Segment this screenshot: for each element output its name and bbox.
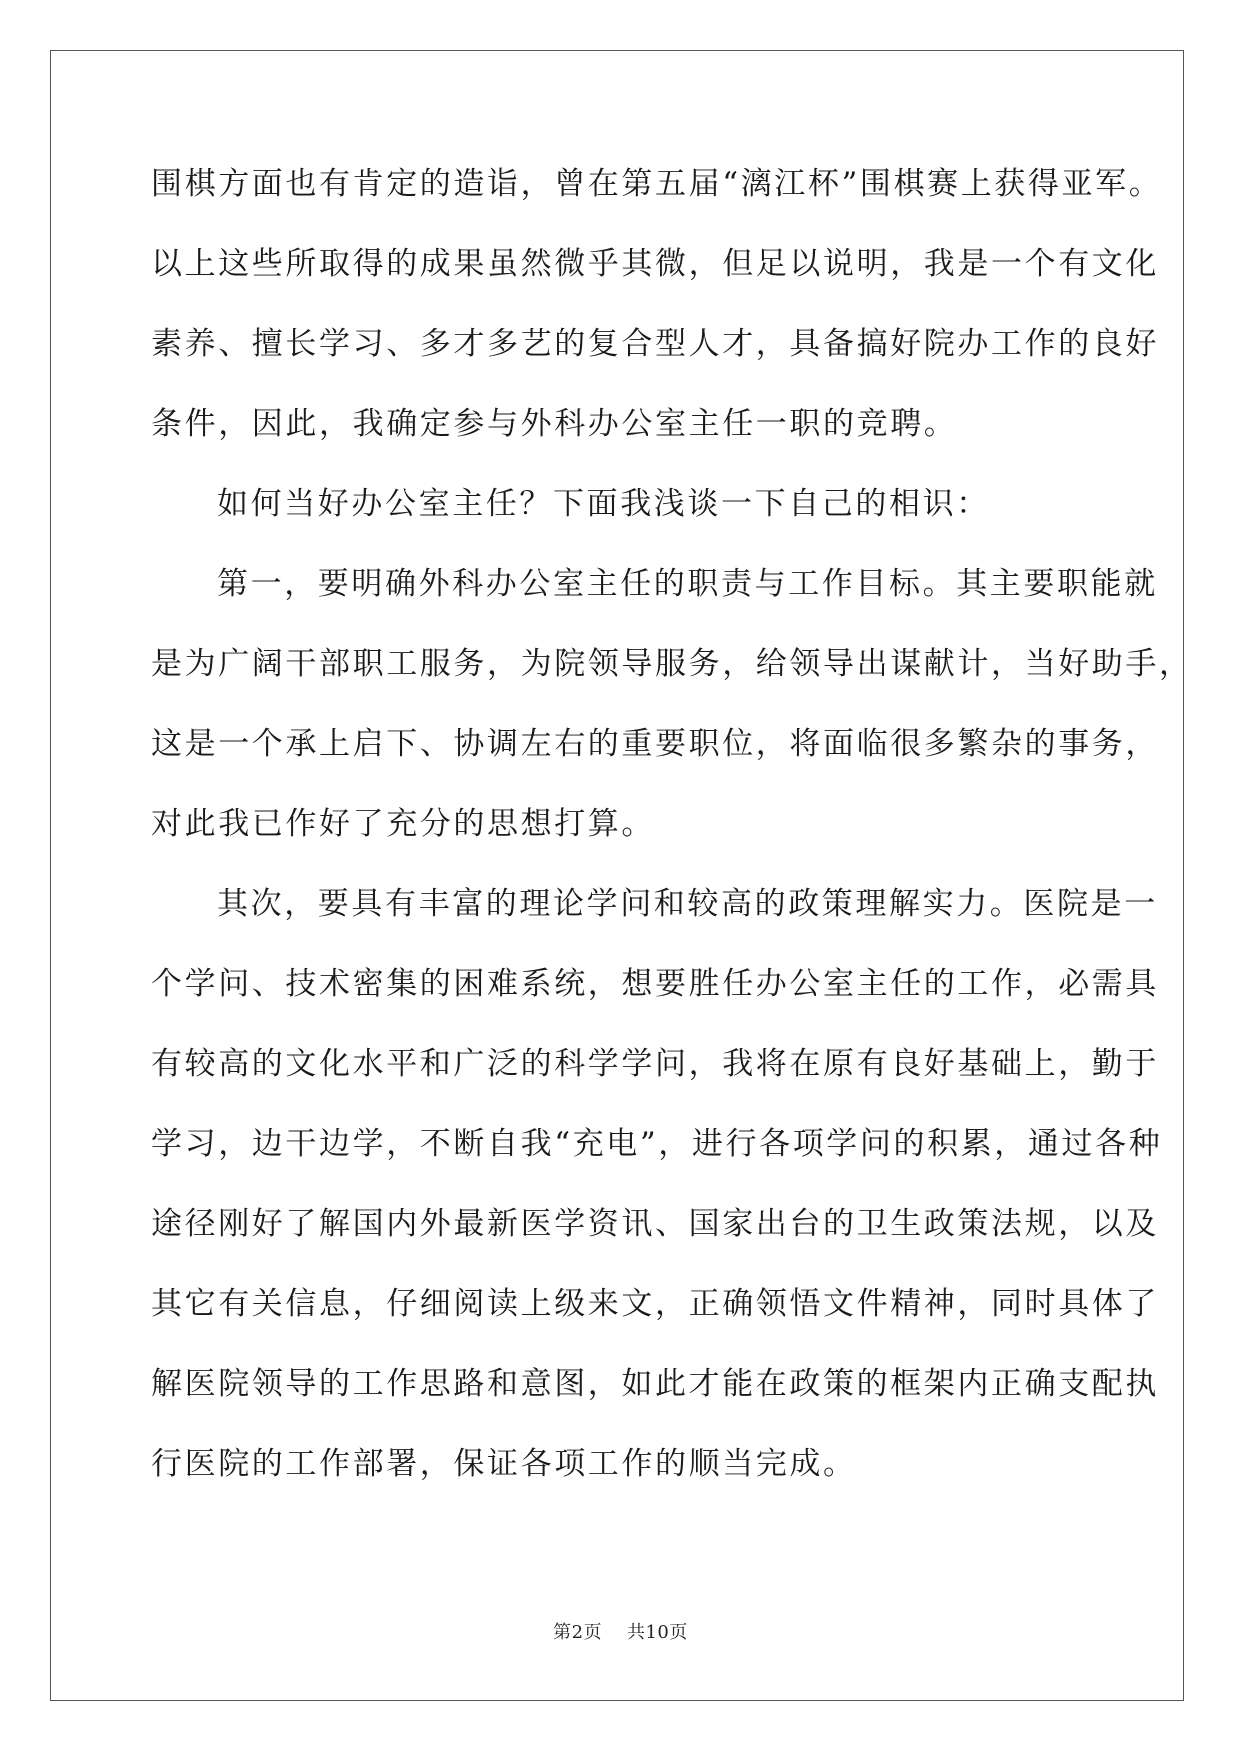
text-line: 围棋方面也有肯定的造诣，曾在第五届“漓江杯”围棋赛上获得亚军。 [151,166,1163,202]
paragraph-start-line: 第一，要明确外科办公室主任的职责与工作目标。其主要职能就 [217,566,1158,602]
paragraph-start-line: 如何当好办公室主任？下面我浅谈一下自己的相识： [217,486,990,522]
text-line: 有较高的文化水平和广泛的科学学问，我将在原有良好基础上，勤于 [151,1046,1159,1082]
text-line: 是为广阔干部职工服务，为院领导服务，给领导出谋献计，当好助手， [151,646,1193,682]
text-line: 以上这些所取得的成果虽然微乎其微，但足以说明，我是一个有文化 [151,246,1159,282]
text-line: 学习，边干边学，不断自我“充电”，进行各项学问的积累，通过各种 [151,1126,1163,1162]
text-line: 这是一个承上启下、协调左右的重要职位，将面临很多繁杂的事务， [151,726,1159,762]
text-line: 其它有关信息，仔细阅读上级来文，正确领悟文件精神，同时具体了 [151,1286,1159,1322]
text-line: 对此我已作好了充分的思想打算。 [151,806,655,842]
text-line: 行医院的工作部署，保证各项工作的顺当完成。 [151,1446,857,1482]
page-number-footer: 第2页 共10页 [553,1622,688,1643]
text-line: 素养、擅长学习、多才多艺的复合型人才，具备搞好院办工作的良好 [151,326,1159,362]
text-line: 条件，因此，我确定参与外科办公室主任一职的竞聘。 [151,406,958,442]
document-body [151,152,1193,1512]
text-line: 个学问、技术密集的困难系统，想要胜任办公室主任的工作，必需具 [151,966,1159,1002]
paragraph-start-line: 其次，要具有丰富的理论学问和较高的政策理解实力。医院是一 [217,886,1158,922]
text-line: 解医院领导的工作思路和意图，如此才能在政策的框架内正确支配执 [151,1366,1159,1402]
text-line: 途径刚好了解国内外最新医学资讯、国家出台的卫生政策法规，以及 [151,1206,1159,1242]
